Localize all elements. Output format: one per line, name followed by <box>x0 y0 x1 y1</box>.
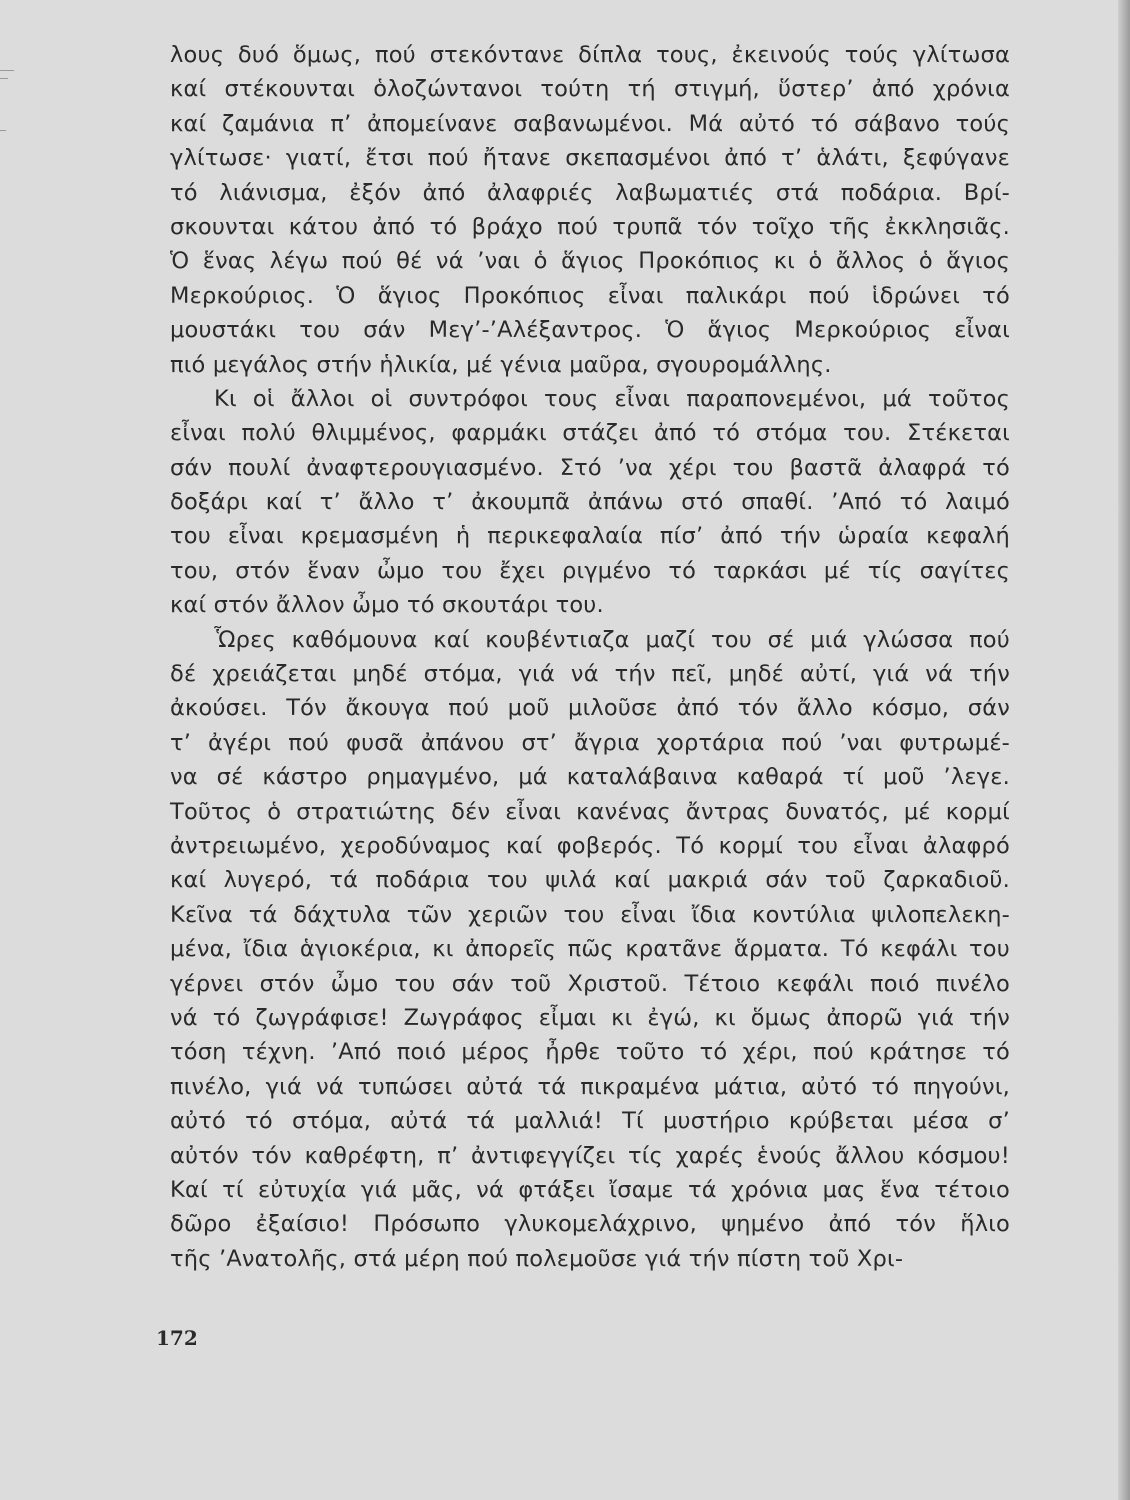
text-line: σκουνται κάτου ἀπό τό βράχο πού τρυπᾶ τόν τοῖχο τῆς ἐκκλησιᾶς. <box>170 213 1010 240</box>
text-line: του, στόν ἕναν ὦμο του ἔχει ριγμένο τό ταρκάσι μέ τίς σαγίτες <box>170 557 1010 584</box>
text-line: Ὁ ἕνας λέγω πού θέ νά ’ναι ὁ ἅγιος Προκόπιος κι ὁ ἄλλος ὁ ἅγιος <box>170 248 1010 275</box>
text-line: Ὧρες καθόμουνα καί κουβέντιαζα μαζί του σέ μιά γλώσσα πού <box>214 626 1010 653</box>
text-line: αὐτό τό στόμα, αὐτά τά μαλλιά! Τί μυστήριο κρύβεται μέσα σ’ <box>170 1108 1010 1135</box>
text-line: τό λιάνισμα, ἐξόν ἀπό ἀλαφριές λαβωματιές στά ποδάρια. Βρί- <box>170 179 1010 206</box>
text-line: Τοῦτος ὁ στρατιώτης δέν εἶναι κανένας ἄντρας δυνατός, μέ κορμί <box>170 798 1010 825</box>
text-line: του εἶναι κρεμασμένη ἡ περικεφαλαία πίσ’ ἀπό τήν ὡραία κεφαλή <box>170 523 1010 550</box>
text-line: δῶρο ἐξαίσιο! Πρόσωπο γλυκομελάχρινο, ψημένο ἀπό τόν ἥλιο <box>170 1211 1010 1238</box>
text-line: σάν πουλί ἀναφτερουγιασμένο. Στό ’να χέρι του βαστᾶ ἀλαφρά τό <box>170 454 1010 481</box>
text-line: καί στέκουνται ὁλοζώντανοι τούτη τή στιγμή, ὕστερ’ ἀπό χρόνια <box>170 76 1010 103</box>
text-line: τῆς ’Ανατολῆς, στά μέρη πού πολεμοῦσε γιά τήν πίστη τοῦ Χρι- <box>170 1245 904 1272</box>
text-line: ἀκούσει. Τόν ἄκουγα πού μοῦ μιλοῦσε ἀπό τόν ἄλλο κόσμο, σάν <box>170 695 1010 722</box>
text-line: να σέ κάστρο ρημαγμένο, μά καταλάβαινα καθαρά τί μοῦ ’λεγε. <box>170 764 1010 791</box>
text-line: Κι οἱ ἄλλοι οἱ συντρόφοι τους εἶναι παραπονεμένοι, μά τοῦτος <box>214 385 1010 412</box>
text-line: νά τό ζωγράφισε! Ζωγράφος εἶμαι κι ἐγώ, κι ὅμως ἀπορῶ γιά τήν <box>170 1004 1010 1031</box>
text-line: καί ζαμάνια π’ ἀπομείνανε σαβανωμένοι. Μά αὐτό τό σάβανο τούς <box>170 110 1010 137</box>
text-line: καί λυγερό, τά ποδάρια του ψιλά καί μακριά σάν τοῦ ζαρκαδιοῦ. <box>170 867 1010 894</box>
text-line: τ’ ἀγέρι πού φυσᾶ ἀπάνου στ’ ἄγρια χορτάρια πού ’ναι φυτρωμέ- <box>170 729 1010 756</box>
text-line: Κεῖνα τά δάχτυλα τῶν χεριῶν του εἶναι ἴδια κοντύλια ψιλοπελεκη- <box>170 901 1010 928</box>
text-line: μένα, ἴδια ἁγιοκέρια, κι ἀπορεῖς πῶς κρατᾶνε ἅρματα. Τό κεφάλι του <box>170 936 1010 963</box>
text-line: πινέλο, γιά νά τυπώσει αὐτά τά πικραμένα μάτια, αὐτό τό πηγούνι, <box>170 1073 1010 1100</box>
text-line: Μερκούριος. Ὁ ἅγιος Προκόπιος εἶναι παλικάρι πού ἱδρώνει τό <box>170 282 1010 309</box>
text-line: λους δυό ὅμως, πού στεκόντανε δίπλα τους, ἐκεινούς τούς γλίτωσα <box>170 42 1010 68</box>
scan-artifact <box>0 78 8 79</box>
text-line: γέρνει στόν ὦμο του σάν τοῦ Χριστοῦ. Τέτοιο κεφάλι ποιό πινέλο <box>170 970 1010 997</box>
text-line: ἀντρειωμένο, χεροδύναμος καί φοβερός. Τό κορμί του εἶναι ἀλαφρό <box>170 832 1010 859</box>
page-edge-shadow <box>1118 0 1130 1500</box>
text-line: δέ χρειάζεται μηδέ στόμα, γιά νά τήν πεῖ, μηδέ αὐτί, γιά νά τήν <box>170 661 1010 688</box>
text-line: δοξάρι καί τ’ ἄλλο τ’ ἀκουμπᾶ ἀπάνω στό σπαθί. ’Από τό λαιμό <box>170 489 1010 516</box>
scan-artifact <box>0 70 14 71</box>
text-line: καί στόν ἄλλον ὦμο τό σκουτάρι του. <box>170 592 604 619</box>
scan-artifact <box>0 130 6 131</box>
text-line: Καί τί εὐτυχία γιά μᾶς, νά φτάξει ἴσαμε τά χρόνια μας ἕνα τέτοιο <box>170 1176 1010 1203</box>
text-line: πιό μεγάλος στήν ἡλικία, μέ γένια μαῦρα, σγουρομάλλης. <box>170 351 832 378</box>
text-line: αὐτόν τόν καθρέφτη, π’ ἀντιφεγγίζει τίς χαρές ἑνούς ἄλλου κόσμου! <box>170 1142 1010 1169</box>
text-line: μουστάκι του σάν Μεγ’-’Αλέξαντρος. Ὁ ἅγιος Μερκούριος εἶναι <box>170 317 1010 344</box>
text-line: γλίτωσε· γιατί, ἔτσι πού ἤτανε σκεπασμένοι ἀπό τ’ ἁλάτι, ξεφύγανε <box>170 145 1010 172</box>
text-line: εἶναι πολύ θλιμμένος, φαρμάκι στάζει ἀπό τό στόμα του. Στέκεται <box>170 420 1010 447</box>
page-number: 172 <box>156 1326 198 1350</box>
text-line: τόση τέχνη. ’Από ποιό μέρος ἦρθε τοῦτο τό χέρι, πού κράτησε τό <box>170 1039 1010 1066</box>
body-text <box>170 38 1010 1276</box>
